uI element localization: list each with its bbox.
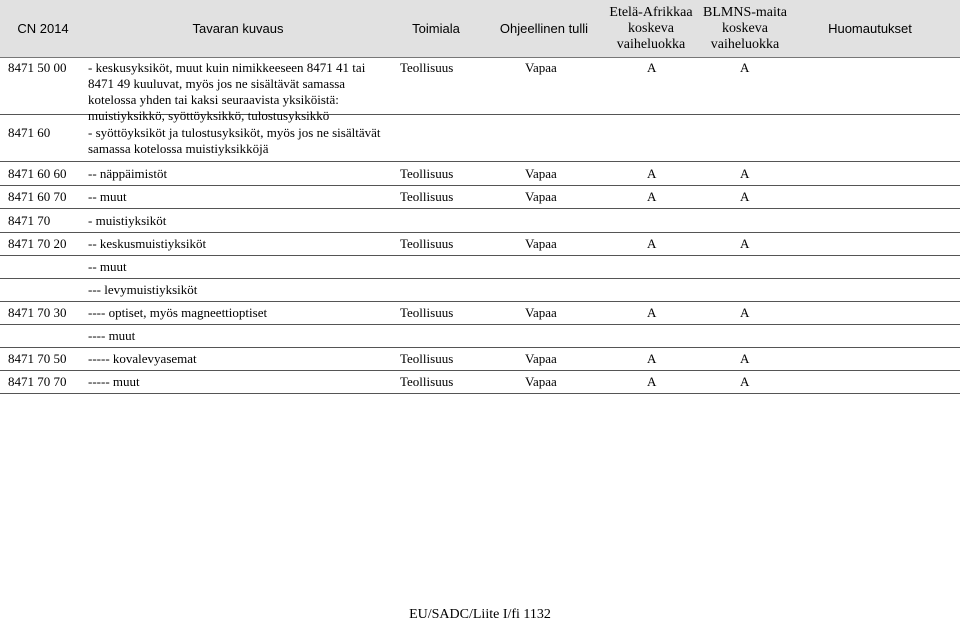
goods-description: -- keskusmuistiyksiköt [88, 236, 207, 251]
sa-category-cell: A [647, 236, 657, 251]
sa-category-cell: A [647, 305, 657, 320]
cn-code: 8471 70 70 [8, 374, 67, 389]
cn-code: 8471 70 [8, 213, 51, 228]
sector-cell: Teollisuus [400, 236, 454, 251]
duty-cell: Vapaa [525, 305, 557, 320]
duty-cell: Vapaa [525, 166, 557, 181]
goods-description: ----- kovalevyasemat [88, 351, 197, 366]
header-blmns-category: BLMNS-maita koskeva vaiheluokka [703, 5, 787, 52]
blmns-category-cell: A [740, 351, 750, 366]
header-sector: Toimiala [412, 20, 460, 36]
blmns-category-cell: A [740, 305, 750, 320]
goods-description: ---- optiset, myös magneettioptiset [88, 305, 268, 320]
duty-cell: Vapaa [525, 351, 557, 366]
sector-cell: Teollisuus [400, 351, 454, 366]
cn-code: 8471 70 30 [8, 305, 67, 320]
sa-category-cell: A [647, 374, 657, 389]
sector-cell: Teollisuus [400, 166, 454, 181]
goods-description: - syöttöyksiköt ja tulostusyksiköt, myös jos ne sisältävät samassa kotelossa muistiyksikköjä [88, 125, 381, 156]
cn-code: 8471 50 00 [8, 60, 67, 75]
goods-description: --- levymuistiyksiköt [88, 282, 198, 297]
goods-description: - muistiyksiköt [88, 213, 167, 228]
cn-code: 8471 60 [8, 125, 51, 140]
cn-code: 8471 70 20 [8, 236, 67, 251]
duty-cell: Vapaa [525, 374, 557, 389]
blmns-category-cell: A [740, 236, 750, 251]
cn-code: 8471 60 60 [8, 166, 67, 181]
goods-description: - keskusyksiköt, muut kuin nimikkeeseen 8471 41 tai 8471 49 kuuluvat, myös jos ne sisältävät samassa kotelossa yhden tai kaksi seuraavista yksiköistä: muistiyksikkö, syöttöyksikkö, tulostusyksikkö [88, 60, 366, 123]
header-remarks: Huomautukset [828, 20, 912, 36]
duty-cell: Vapaa [525, 60, 557, 75]
table-row [0, 209, 960, 233]
blmns-category-cell: A [740, 60, 750, 75]
goods-description: -- muut [88, 259, 127, 274]
table-row [0, 233, 960, 256]
table-row [0, 302, 960, 325]
sector-cell: Teollisuus [400, 189, 454, 204]
blmns-category-cell: A [740, 166, 750, 181]
table-row [0, 58, 960, 123]
table-row [0, 279, 960, 302]
sa-category-cell: A [647, 189, 657, 204]
sector-cell: Teollisuus [400, 305, 454, 320]
table-row [0, 186, 960, 209]
goods-description: ---- muut [88, 328, 136, 343]
page-footer: EU/SADC/Liite I/fi 1132 [409, 607, 551, 622]
sector-cell: Teollisuus [400, 374, 454, 389]
header-indicative-duty: Ohjeellinen tulli [499, 20, 589, 36]
table-row [0, 325, 960, 348]
header-cn: CN 2014 [17, 20, 69, 36]
sa-category-cell: A [647, 60, 657, 75]
duty-cell: Vapaa [525, 236, 557, 251]
duty-cell: Vapaa [525, 189, 557, 204]
table-row [0, 256, 960, 279]
table-header [0, 0, 960, 58]
goods-description: -- näppäimistöt [88, 166, 168, 181]
table-row [0, 348, 960, 371]
sector-cell: Teollisuus [400, 60, 454, 75]
header-description: Tavaran kuvaus [192, 20, 284, 36]
sa-category-cell: A [647, 351, 657, 366]
blmns-category-cell: A [740, 374, 750, 389]
table-row [0, 115, 960, 162]
sa-category-cell: A [647, 166, 657, 181]
goods-description: ----- muut [88, 374, 140, 389]
table-row [0, 162, 960, 186]
cn-code: 8471 60 70 [8, 189, 67, 204]
table-row [0, 371, 960, 394]
blmns-category-cell: A [740, 189, 750, 204]
goods-description: -- muut [88, 189, 127, 204]
header-south-africa-category: Etelä-Afrikkaa koskeva vaiheluokka [609, 5, 693, 52]
cn-code: 8471 70 50 [8, 351, 67, 366]
